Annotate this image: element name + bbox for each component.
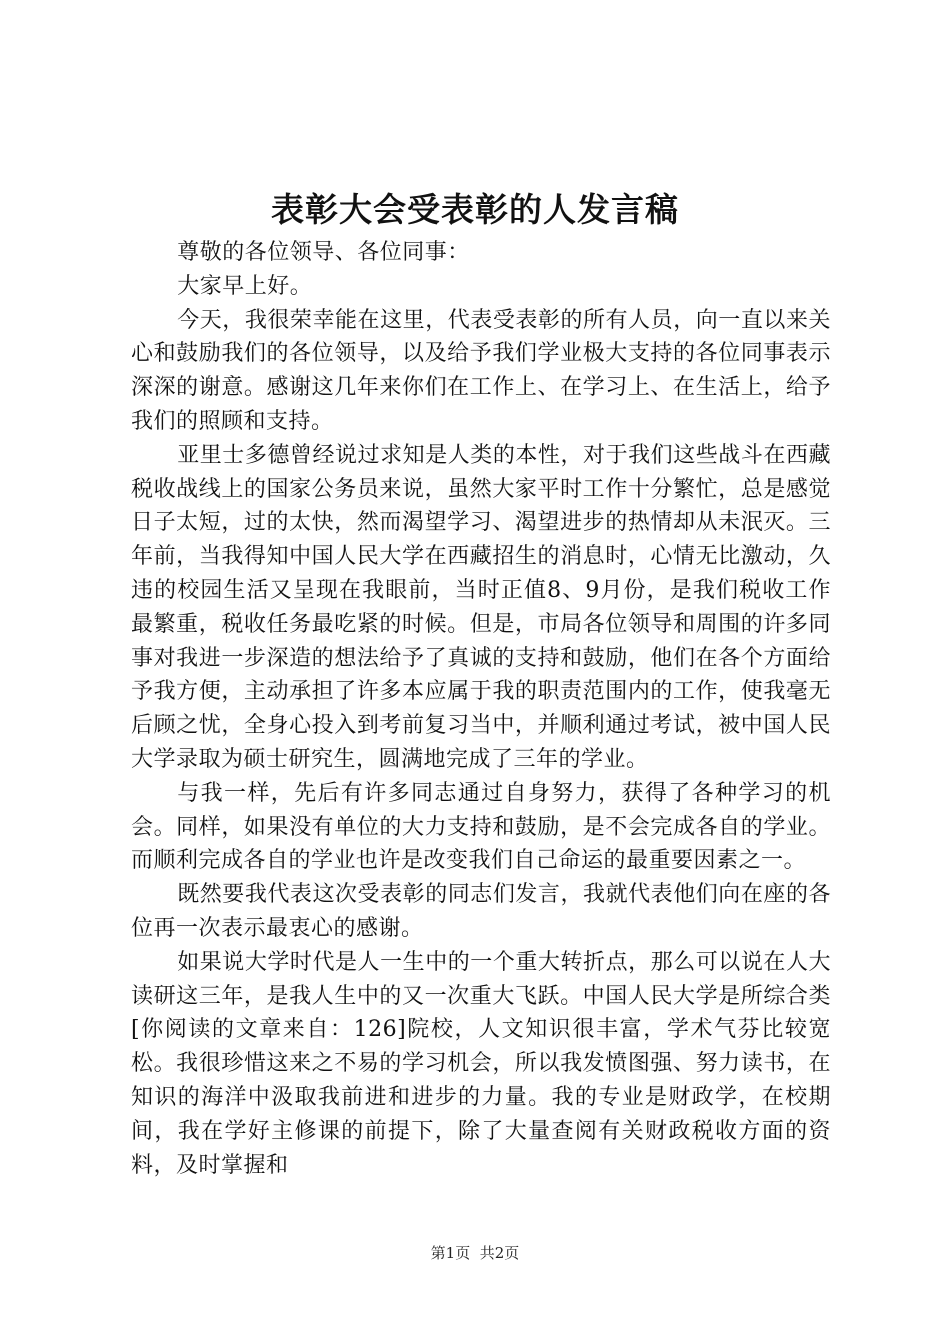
paragraph-colleagues: 与我一样，先后有许多同志通过自身努力，获得了各种学习的机会。同样，如果没有单位的大力支持和鼓励，是不会完成各自的学业。而顺利完成各自的学业也许是改变我们自己命运的最重要因素之一。 bbox=[131, 780, 831, 874]
document-title: 表彰大会受表彰的人发言稿 bbox=[271, 190, 679, 229]
paragraph-greeting: 大家早上好。 bbox=[177, 273, 313, 299]
document-body bbox=[131, 236, 831, 1182]
paragraph-thanks: 今天，我很荣幸能在这里，代表受表彰的所有人员，向一直以来关心和鼓励我们的各位领导，以及给予我们学业极大支持的各位同事表示深深的谢意。感谢这几年来你们在工作上、在学习上、在生活上，给予我们的照顾和支持。 bbox=[131, 307, 831, 434]
paragraph-study-story: 亚里士多德曾经说过求知是人类的本性，对于我们这些战斗在西藏税收战线上的国家公务员来说，虽然大家平时工作十分繁忙，总是感觉日子太短，过的太快，然而渴望学习、渴望进步的热情却从未泯灭。三年前，当我得知中国人民大学在西藏招生的消息时，心情无比激动，久违的校园生活又呈现在我眼前，当时正值8、9月份，是我们税收工作最繁重，税收任务最吃紧的时候。但是，市局各位领导和周围的许多同事对我进一步深造的想法给予了真诚的支持和鼓励，他们在各个方面给予我方便，主动承担了许多本应属于我的职责范围内的工作，使我毫无后顾之忧，全身心投入到考前复习当中，并顺利通过考试，被中国人民大学录取为硕士研究生，圆满地完成了三年的学业。 bbox=[131, 442, 831, 772]
page-total: 共2页 bbox=[479, 1244, 520, 1262]
paragraph-university: 如果说大学时代是人一生中的一个重大转折点，那么可以说在人大读研这三年，是我人生中的又一次重大飞跃。中国人民大学是所综合类[你阅读的文章来自：126]院校，人文知识很丰富，学术气芬比较宽松。我很珍惜这来之不易的学习机会，所以我发愤图强、努力读书，在知识的海洋中汲取我前进和进步的力量。我的专业是财政学，在校期间，我在学好主修课的前提下，除了大量查阅有关财政税收方面的资料，及时掌握和 bbox=[131, 949, 831, 1178]
paragraph-salutation: 尊敬的各位领导、各位同事： bbox=[177, 240, 470, 265]
paragraph-gratitude: 既然要我代表这次受表彰的同志们发言，我就代表他们向在座的各位再一次表示最衷心的感谢。 bbox=[131, 882, 831, 941]
page-number: 第1页 bbox=[430, 1244, 471, 1262]
page-footer bbox=[0, 1243, 950, 1263]
